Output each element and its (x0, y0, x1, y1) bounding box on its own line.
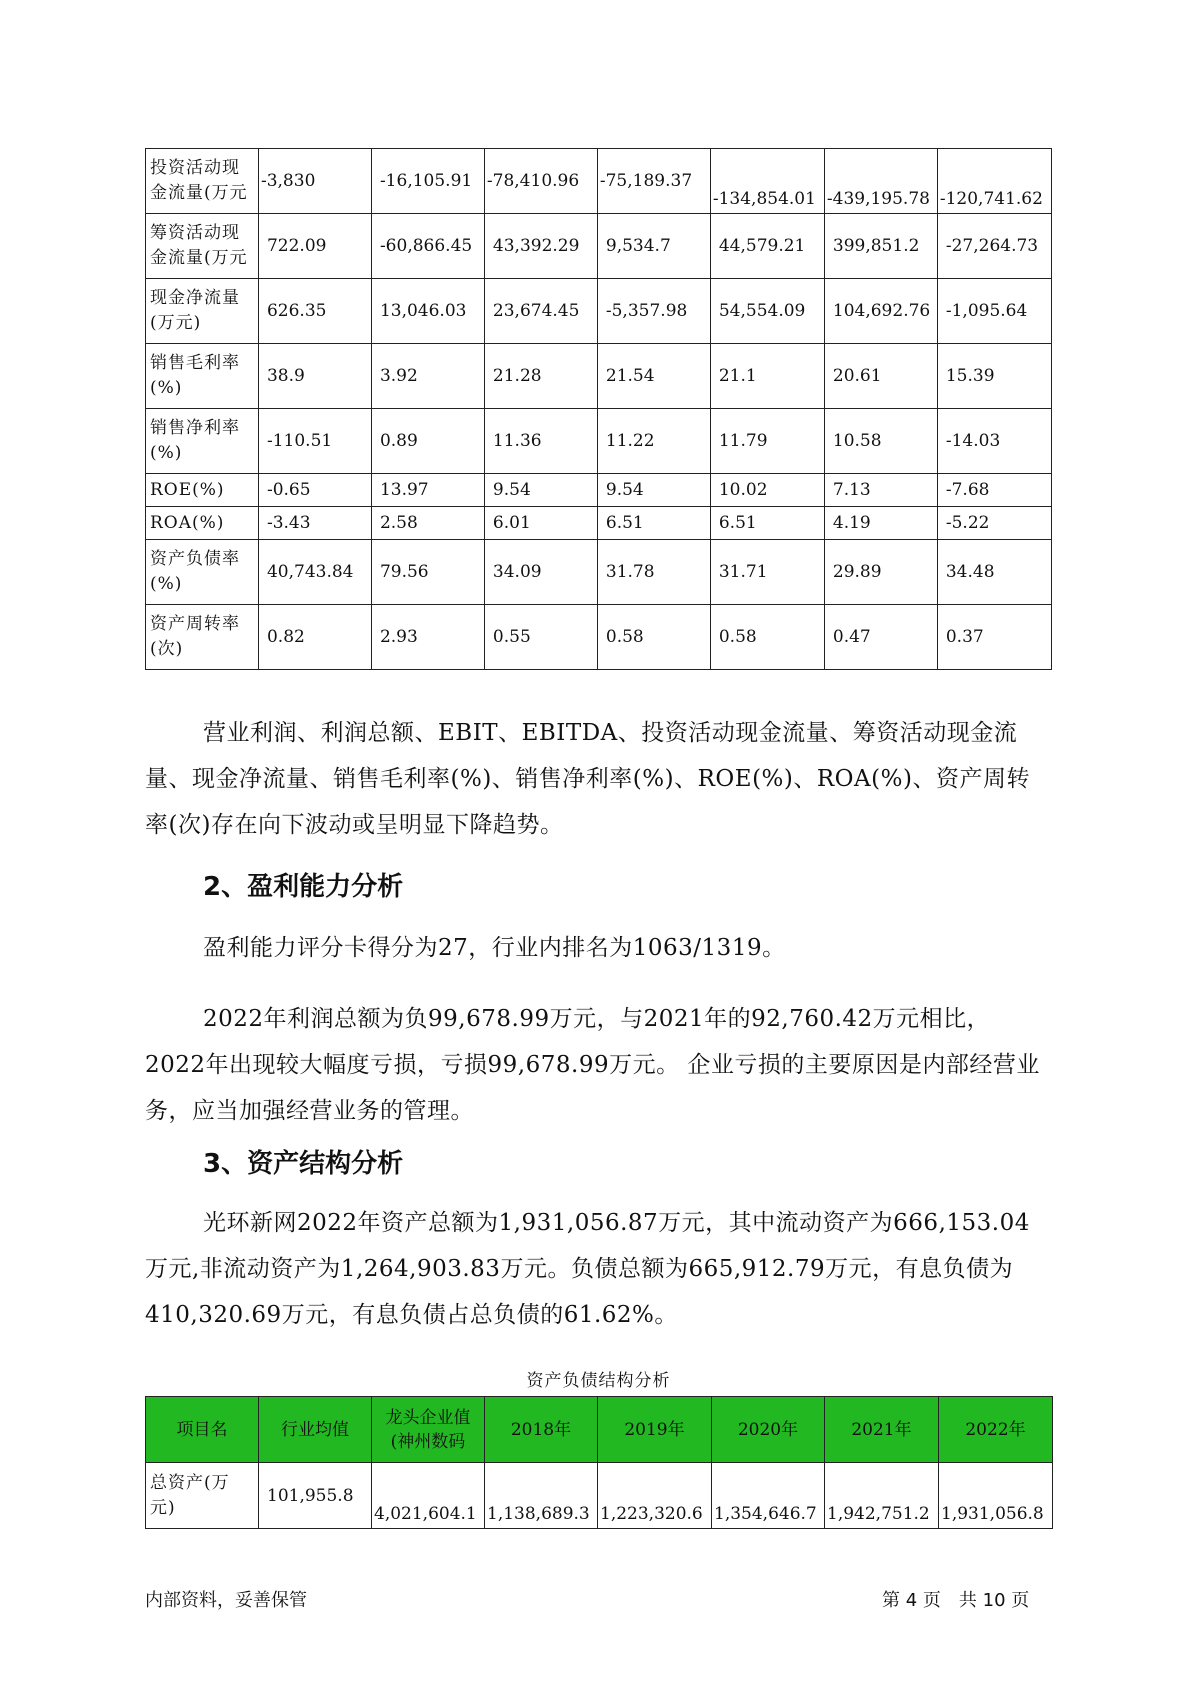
table-cell: 9,534.7 (597, 214, 710, 279)
table-cell: 9.54 (484, 474, 597, 507)
row-label: 销售毛利率(%) (146, 344, 259, 409)
column-header: 2019年 (598, 1397, 712, 1463)
table-cell: -110.51 (258, 409, 371, 474)
column-header: 项目名 (146, 1397, 259, 1463)
table-cell: 104,692.76 (824, 279, 937, 344)
table-cell: 43,392.29 (484, 214, 597, 279)
table-cell: -3,830 (258, 149, 371, 214)
footer-confidential-note: 内部资料，妥善保管 (145, 1590, 307, 1611)
row-label: 资产周转率(次) (146, 605, 259, 670)
table-cell: 79.56 (371, 540, 484, 605)
table-cell: 0.47 (824, 605, 937, 670)
trend-paragraph: 营业利润、利润总额、EBIT、EBITDA、投资活动现金流量、筹资活动现金流量、现金净流量、销售毛利率(%)、销售净利率(%)、ROE(%)、ROA(%)、资产周转率(次)存在向下波动或呈明显下降趋势。 (145, 720, 1030, 838)
row-label: ROE(%) (146, 474, 259, 507)
table-cell: 101,955.8 (259, 1463, 372, 1529)
table-cell: -5,357.98 (597, 279, 710, 344)
table-cell: 2.58 (371, 507, 484, 540)
row-label: 销售净利率(%) (146, 409, 259, 474)
table-cell: 2.93 (371, 605, 484, 670)
table-row (146, 149, 1052, 214)
table-cell: 21.28 (484, 344, 597, 409)
table-row (146, 279, 1052, 344)
column-header: 2022年 (939, 1397, 1053, 1463)
table-row (146, 344, 1052, 409)
table-cell: 44,579.21 (710, 214, 824, 279)
table-cell: 4,021,604.1 (372, 1463, 485, 1529)
row-label: 资产负债率(%) (146, 540, 259, 605)
column-header: 2018年 (485, 1397, 598, 1463)
table-cell: 0.58 (710, 605, 824, 670)
table-cell: -16,105.91 (371, 149, 484, 214)
table-cell: 6.01 (484, 507, 597, 540)
table-cell: 1,223,320.6 (598, 1463, 712, 1529)
asset-structure-paragraph: 光环新网2022年资产总额为1,931,056.87万元，其中流动资产为666,153.04万元,非流动资产为1,264,903.83万元。负债总额为665,912.79万元，有息负债为410,320.69万元，有息负债占总负债的61.62%。 (145, 1210, 1030, 1328)
table-cell: -14.03 (937, 409, 1051, 474)
table-cell: 722.09 (258, 214, 371, 279)
table-cell: 7.13 (824, 474, 937, 507)
table-row (146, 605, 1052, 670)
table-cell: 15.39 (937, 344, 1051, 409)
table-cell: -1,095.64 (937, 279, 1051, 344)
column-header: 2020年 (712, 1397, 825, 1463)
table-cell: -134,854.01 (710, 149, 824, 214)
table-cell: 399,851.2 (824, 214, 937, 279)
table-row (146, 507, 1052, 540)
table-cell: -7.68 (937, 474, 1051, 507)
table-cell: -60,866.45 (371, 214, 484, 279)
table-cell: -0.65 (258, 474, 371, 507)
table-cell: 54,554.09 (710, 279, 824, 344)
row-label: 总资产(万元) (146, 1463, 259, 1529)
table-cell: 0.55 (484, 605, 597, 670)
balance-structure-table (145, 1396, 1053, 1529)
row-label: 投资活动现金流量(万元 (146, 149, 259, 214)
table-cell: 0.82 (258, 605, 371, 670)
table-cell: 0.58 (597, 605, 710, 670)
table-cell: -78,410.96 (484, 149, 597, 214)
table-cell: -27,264.73 (937, 214, 1051, 279)
table-cell: 9.54 (597, 474, 710, 507)
table-row (146, 409, 1052, 474)
table-cell: 1,354,646.7 (712, 1463, 825, 1529)
row-label: 现金净流量(万元) (146, 279, 259, 344)
table-cell: 1,138,689.3 (485, 1463, 598, 1529)
row-label: ROA(%) (146, 507, 259, 540)
table-cell: 626.35 (258, 279, 371, 344)
table-cell: 38.9 (258, 344, 371, 409)
section-heading-profitability: 2、盈利能力分析 (203, 872, 404, 902)
table-cell: 10.58 (824, 409, 937, 474)
column-header: 2021年 (825, 1397, 939, 1463)
table-cell: 4.19 (824, 507, 937, 540)
table-cell: -75,189.37 (597, 149, 710, 214)
table-cell: 11.79 (710, 409, 824, 474)
table-cell: 31.78 (597, 540, 710, 605)
financial-indicators-table (145, 148, 1052, 670)
table-cell: 0.37 (937, 605, 1051, 670)
column-header: 行业均值 (259, 1397, 372, 1463)
table-cell: 10.02 (710, 474, 824, 507)
footer-page-number: 第 4 页 共 10 页 (882, 1590, 1030, 1611)
table-cell: -439,195.78 (824, 149, 937, 214)
table-cell: -120,741.62 (937, 149, 1051, 214)
table-cell: 6.51 (710, 507, 824, 540)
table-cell: 13.97 (371, 474, 484, 507)
section-heading-asset-structure: 3、资产结构分析 (203, 1149, 404, 1179)
table-row (146, 214, 1052, 279)
table-row (146, 474, 1052, 507)
row-label: 筹资活动现金流量(万元 (146, 214, 259, 279)
table-cell: 31.71 (710, 540, 824, 605)
table-cell: 21.1 (710, 344, 824, 409)
table-row (146, 540, 1052, 605)
table-cell: 1,942,751.2 (825, 1463, 939, 1529)
table-cell: 23,674.45 (484, 279, 597, 344)
table-cell: 13,046.03 (371, 279, 484, 344)
table-cell: 20.61 (824, 344, 937, 409)
table-cell: 34.09 (484, 540, 597, 605)
table-header-row (146, 1397, 1053, 1463)
table-cell: 6.51 (597, 507, 710, 540)
table-cell: 1,931,056.8 (939, 1463, 1053, 1529)
profit-loss-paragraph: 2022年利润总额为负99,678.99万元，与2021年的92,760.42万元相比，2022年出现较大幅度亏损，亏损99,678.99万元。 企业亏损的主要原因是内部经营业务，应当加强经营业务的管理。 (145, 1006, 1040, 1124)
table-row (146, 1463, 1053, 1529)
table-cell: 40,743.84 (258, 540, 371, 605)
table-cell: 3.92 (371, 344, 484, 409)
table-cell: 34.48 (937, 540, 1051, 605)
table-caption: 资产负债结构分析 (526, 1371, 671, 1391)
profitability-score-paragraph: 盈利能力评分卡得分为27，行业内排名为1063/1319。 (203, 935, 786, 961)
table-cell: 11.36 (484, 409, 597, 474)
table-cell: 11.22 (597, 409, 710, 474)
table-cell: 29.89 (824, 540, 937, 605)
table-cell: -5.22 (937, 507, 1051, 540)
column-header: 龙头企业值(神州数码 (372, 1397, 485, 1463)
table-cell: -3.43 (258, 507, 371, 540)
table-cell: 21.54 (597, 344, 710, 409)
table-cell: 0.89 (371, 409, 484, 474)
